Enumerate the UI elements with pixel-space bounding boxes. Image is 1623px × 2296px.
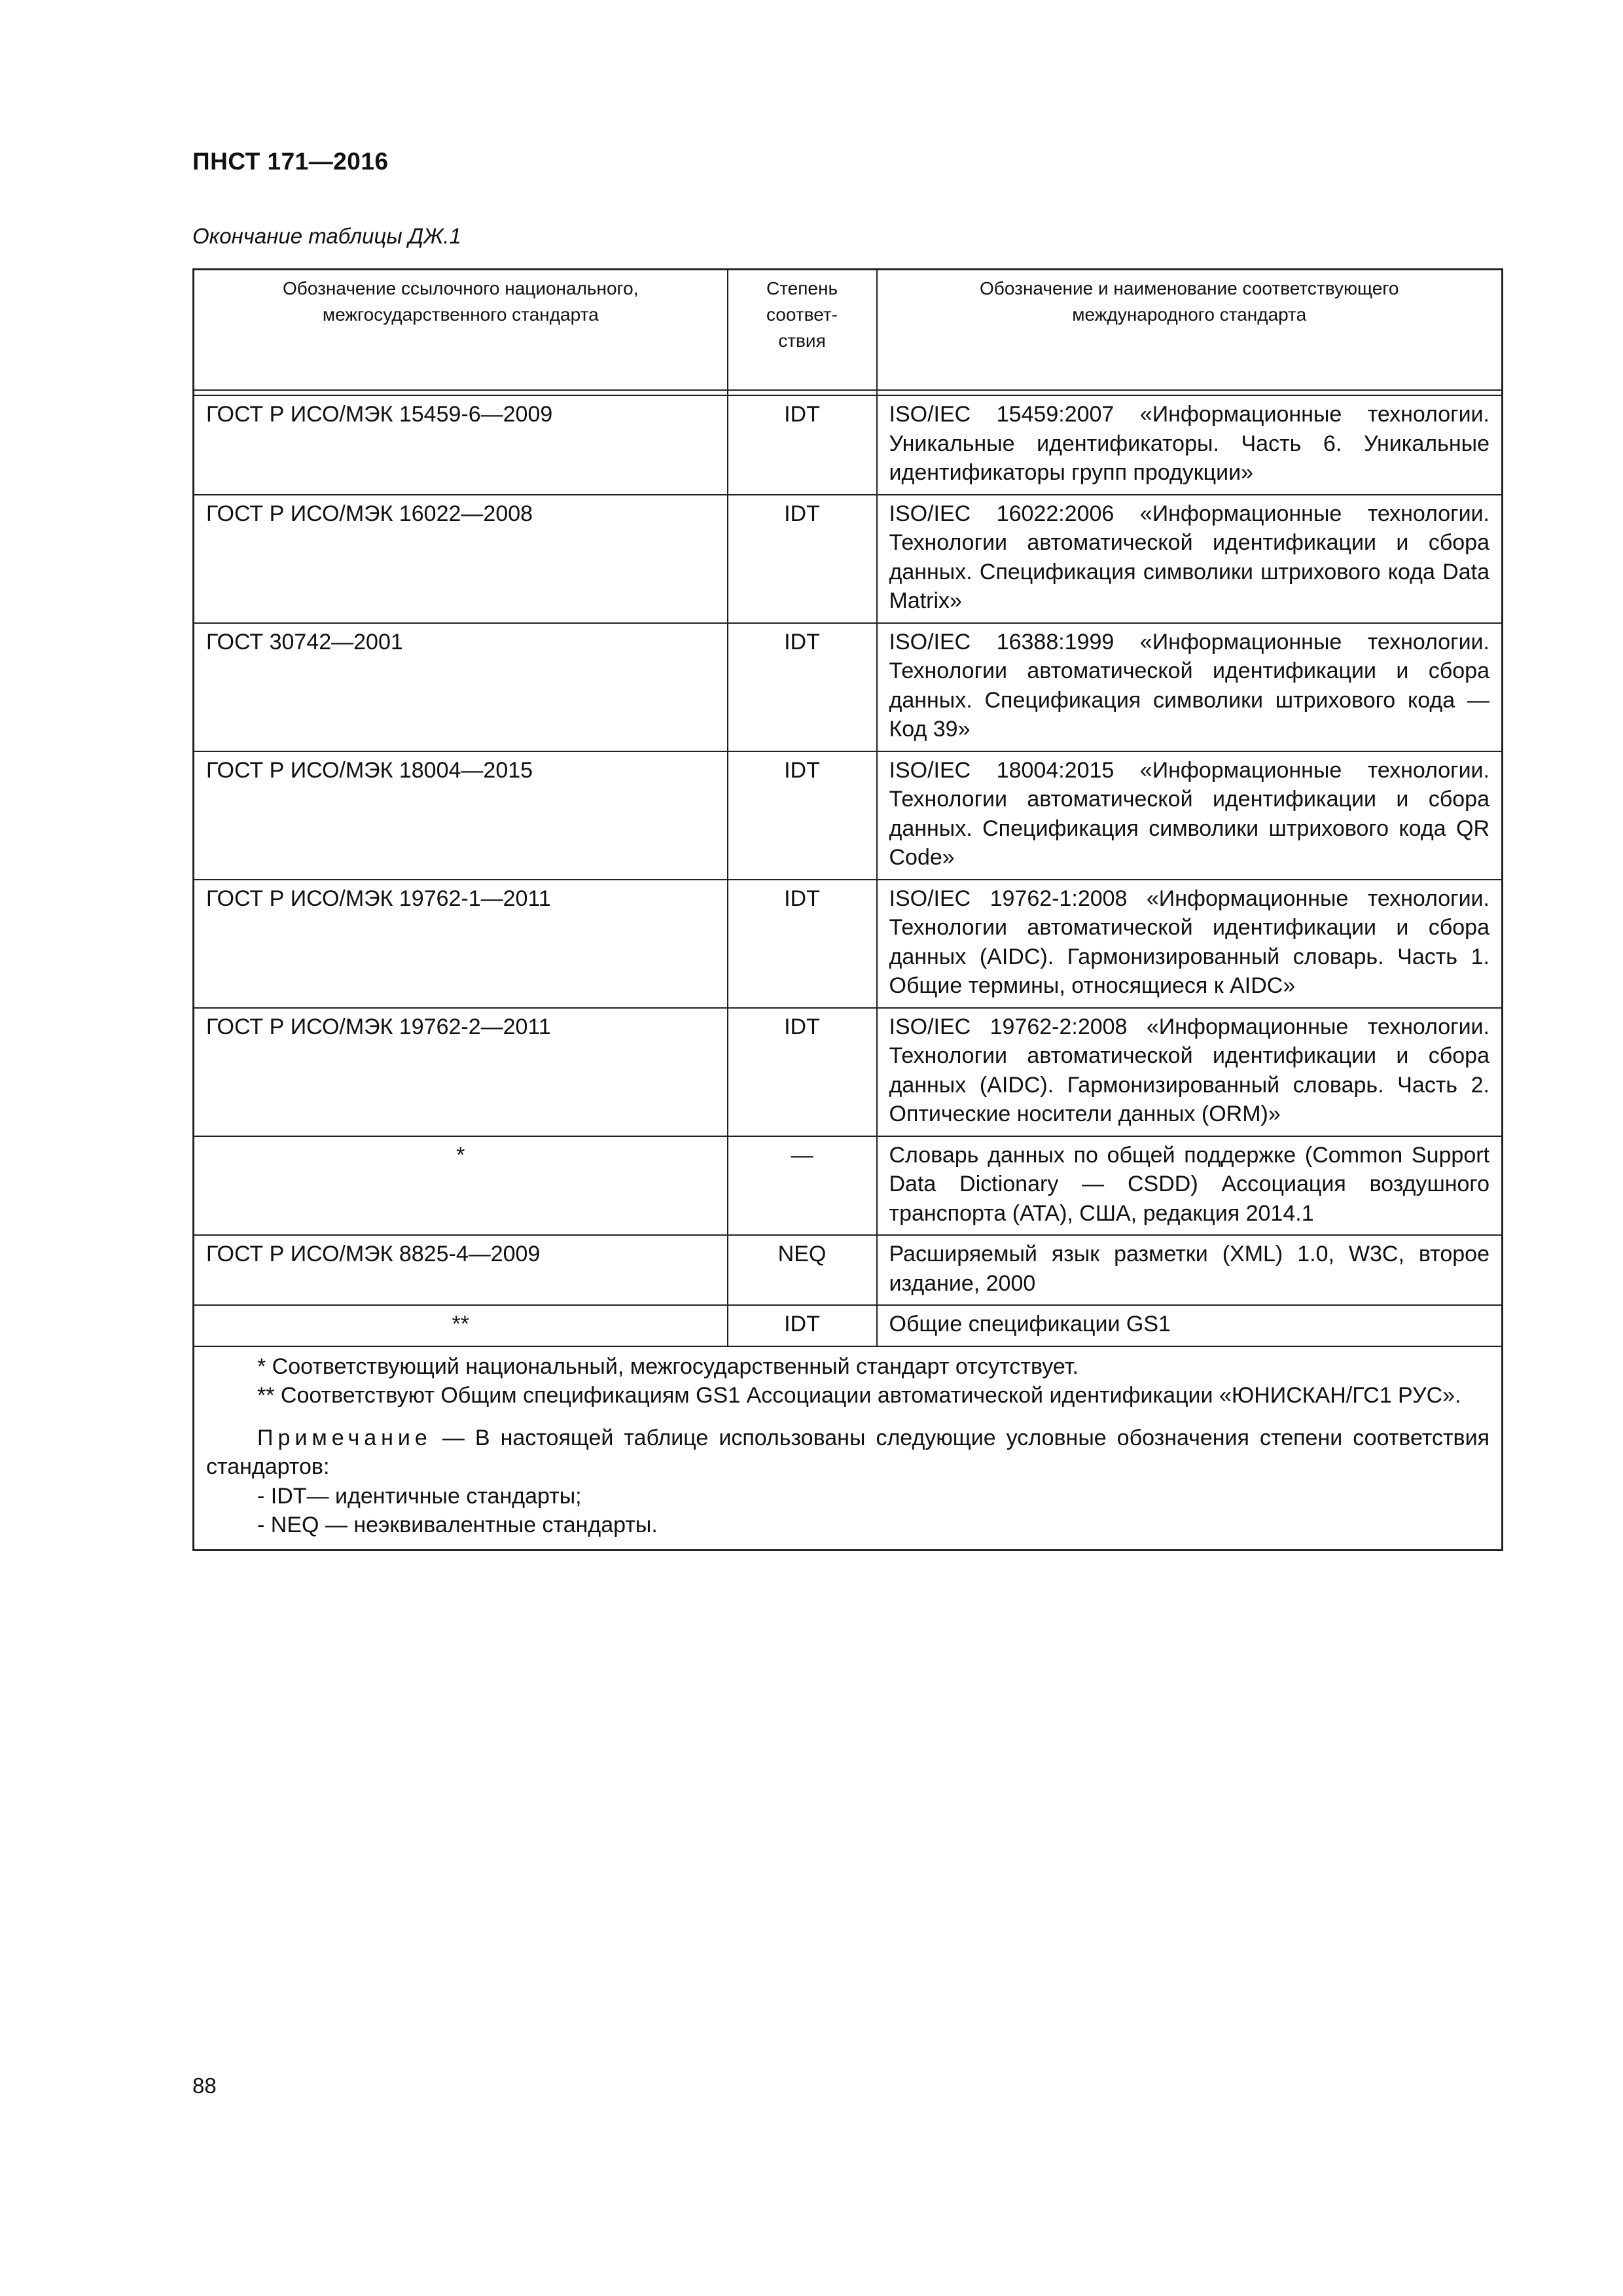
national-standard-cell: ГОСТ Р ИСО/МЭК 15459-6—2009 bbox=[194, 395, 728, 495]
international-standard-cell: ISO/IEC 18004:2015 «Информационные технологии. Технологии автоматической идентификации и сбора данных. Спецификация символики штрихового кода QR Code» bbox=[877, 751, 1503, 880]
header-international-standard bbox=[877, 270, 1503, 391]
header-degree-line-2: соответ- bbox=[766, 304, 838, 325]
table-header-row bbox=[194, 270, 1503, 391]
header-international-line-2: международного стандарта bbox=[1072, 304, 1307, 325]
footnotes-row bbox=[194, 1346, 1503, 1551]
footnote-2: ** Соответствуют Общим спецификациям GS1 Ассоциации автоматической идентификации «ЮНИСКАН/ГС1 РУС». bbox=[257, 1383, 1461, 1408]
header-degree-line-1: Степень bbox=[766, 278, 838, 298]
header-degree-line-3: ствия bbox=[778, 331, 826, 351]
degree-cell: IDT bbox=[728, 880, 877, 1008]
international-standard-cell: ISO/IEC 19762-1:2008 «Информационные технологии. Технологии автоматической идентификации и сбора данных (AIDC). Гармонизированный словарь. Часть 1. Общие термины, относящиеся к AIDC» bbox=[877, 880, 1503, 1008]
note-paragraph bbox=[206, 1424, 1489, 1482]
national-standard-cell: ** bbox=[194, 1305, 728, 1346]
footnote-1: * Соответствующий национальный, межгосударственный стандарт отсутствует. bbox=[257, 1354, 1079, 1379]
table-row bbox=[194, 751, 1503, 880]
international-standard-cell: ISO/IEC 15459:2007 «Информационные технологии. Уникальные идентификаторы. Часть 6. Уникальные идентификаторы групп продукции» bbox=[877, 395, 1503, 495]
table-row bbox=[194, 1136, 1503, 1236]
note-text: — В настоящей таблице использованы следующие условные обозначения степени соответствия стандартов: bbox=[206, 1425, 1489, 1479]
table-row bbox=[194, 1008, 1503, 1136]
document-id: ПНСТ 171—2016 bbox=[192, 148, 389, 175]
international-standard-cell: ISO/IEC 16388:1999 «Информационные технологии. Технологии автоматической идентификации и сбора данных. Спецификация символики штрихового кода — Код 39» bbox=[877, 623, 1503, 751]
national-standard-cell: ГОСТ Р ИСО/МЭК 18004—2015 bbox=[194, 751, 728, 880]
table-row bbox=[194, 395, 1503, 495]
table-row bbox=[194, 1235, 1503, 1305]
degree-cell: IDT bbox=[728, 395, 877, 495]
degree-cell: IDT bbox=[728, 751, 877, 880]
page-number: 88 bbox=[192, 2073, 217, 2098]
table-row bbox=[194, 495, 1503, 623]
footnotes-cell bbox=[194, 1346, 1503, 1551]
note-neq: - NEQ — неэквивалентные стандарты. bbox=[257, 1513, 658, 1537]
degree-cell: IDT bbox=[728, 1305, 877, 1346]
national-standard-cell: ГОСТ Р ИСО/МЭК 8825-4—2009 bbox=[194, 1235, 728, 1305]
table-caption: Окончание таблицы ДЖ.1 bbox=[192, 224, 461, 248]
international-standard-cell: ISO/IEC 16022:2006 «Информационные технологии. Технологии автоматической идентификации и сбора данных. Спецификация символики штрихового кода Data Matrix» bbox=[877, 495, 1503, 623]
header-national-standard bbox=[194, 270, 728, 391]
header-national-line-1: Обозначение ссылочного национального, bbox=[283, 278, 639, 298]
international-standard-cell: ISO/IEC 19762-2:2008 «Информационные технологии. Технологии автоматической идентификации и сбора данных (AIDC). Гармонизированный словарь. Часть 2. Оптические носители данных (ORM)» bbox=[877, 1008, 1503, 1136]
degree-cell: NEQ bbox=[728, 1235, 877, 1305]
standards-table bbox=[192, 268, 1503, 1551]
table-row bbox=[194, 623, 1503, 751]
header-separator bbox=[194, 390, 1503, 395]
international-standard-cell: Расширяемый язык разметки (XML) 1.0, W3C, второе издание, 2000 bbox=[877, 1235, 1503, 1305]
degree-cell: — bbox=[728, 1136, 877, 1236]
degree-cell: IDT bbox=[728, 495, 877, 623]
header-national-line-2: межгосударственного стандарта bbox=[322, 304, 599, 325]
degree-cell: IDT bbox=[728, 623, 877, 751]
table-row bbox=[194, 880, 1503, 1008]
note-idt: - IDT— идентичные стандарты; bbox=[257, 1483, 582, 1509]
national-standard-cell: ГОСТ Р ИСО/МЭК 19762-1—2011 bbox=[194, 880, 728, 1008]
national-standard-cell: ГОСТ Р ИСО/МЭК 19762-2—2011 bbox=[194, 1008, 728, 1136]
national-standard-cell: ГОСТ 30742—2001 bbox=[194, 623, 728, 751]
table-row bbox=[194, 1305, 1503, 1346]
header-international-line-1: Обозначение и наименование соответствующего bbox=[980, 278, 1399, 298]
national-standard-cell: ГОСТ Р ИСО/МЭК 16022—2008 bbox=[194, 495, 728, 623]
national-standard-cell: * bbox=[194, 1136, 728, 1236]
header-degree bbox=[728, 270, 877, 391]
degree-cell: IDT bbox=[728, 1008, 877, 1136]
international-standard-cell: Общие спецификации GS1 bbox=[877, 1305, 1503, 1346]
note-label: Примечание bbox=[257, 1425, 432, 1450]
international-standard-cell: Словарь данных по общей поддержке (Common Support Data Dictionary — CSDD) Ассоциация воздушного транспорта (ATA), США, редакция 2014.1 bbox=[877, 1136, 1503, 1236]
